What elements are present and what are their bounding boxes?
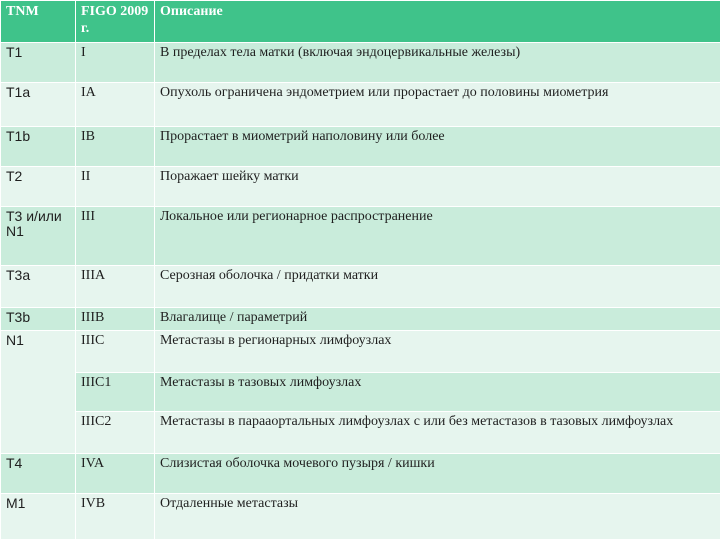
tnm-cell: T4 [1, 454, 76, 494]
header-row [1, 1, 720, 43]
tnm-cell: M1 [1, 494, 76, 540]
description-cell: Поражает шейку матки [155, 167, 720, 207]
figo-cell: IIIB [76, 308, 155, 331]
figo-cell: IA [76, 83, 155, 127]
figo-cell: IIIC2 [76, 412, 155, 454]
description-cell: Влагалище / параметрий [155, 308, 720, 331]
figo-cell: IIIA [76, 266, 155, 308]
figo-cell: III [76, 207, 155, 266]
tnm-cell: T3b [1, 308, 76, 331]
figo-cell: IIIC1 [76, 373, 155, 412]
tnm-cell: T3 и/или N1 [1, 207, 76, 266]
header-figo: FIGO 2009 г. [76, 1, 155, 43]
table-row [1, 412, 720, 454]
tnm-cell: T1b [1, 127, 76, 167]
description-cell: Метастазы в парааортальных лимфоузлах с или без метастазов в тазовых лимфоузлах [155, 412, 720, 454]
figo-cell: IVA [76, 454, 155, 494]
figo-cell: IB [76, 127, 155, 167]
figo-cell: IVB [76, 494, 155, 540]
table-row [1, 331, 720, 373]
table-row [1, 207, 720, 266]
table-row [1, 167, 720, 207]
description-cell: Метастазы в тазовых лимфоузлах [155, 373, 720, 412]
description-cell: Метастазы в регионарных лимфоузлах [155, 331, 720, 373]
table-row [1, 454, 720, 494]
description-cell: Прорастает в миометрий наполовину или более [155, 127, 720, 167]
tnm-cell: T1a [1, 83, 76, 127]
table-row [1, 266, 720, 308]
table-row [1, 308, 720, 331]
figo-cell: II [76, 167, 155, 207]
figo-cell: I [76, 43, 155, 83]
description-cell: Серозная оболочка / придатки матки [155, 266, 720, 308]
tnm-cell: T2 [1, 167, 76, 207]
table-row [1, 43, 720, 83]
description-cell: Локальное или регионарное распространение [155, 207, 720, 266]
tnm-cell: T3a [1, 266, 76, 308]
description-cell: Отдаленные метастазы [155, 494, 720, 540]
table-row [1, 494, 720, 540]
tnm-cell: N1 [1, 331, 76, 454]
table-row [1, 83, 720, 127]
tnm-cell: T1 [1, 43, 76, 83]
figo-cell: IIIC [76, 331, 155, 373]
description-cell: Опухоль ограничена эндометрием или прорастает до половины миометрия [155, 83, 720, 127]
description-cell: В пределах тела матки (включая эндоцервикальные железы) [155, 43, 720, 83]
header-tnm: TNM [1, 1, 76, 43]
header-description: Описание [155, 1, 720, 43]
table-row [1, 373, 720, 412]
table-row [1, 127, 720, 167]
description-cell: Слизистая оболочка мочевого пузыря / кишки [155, 454, 720, 494]
